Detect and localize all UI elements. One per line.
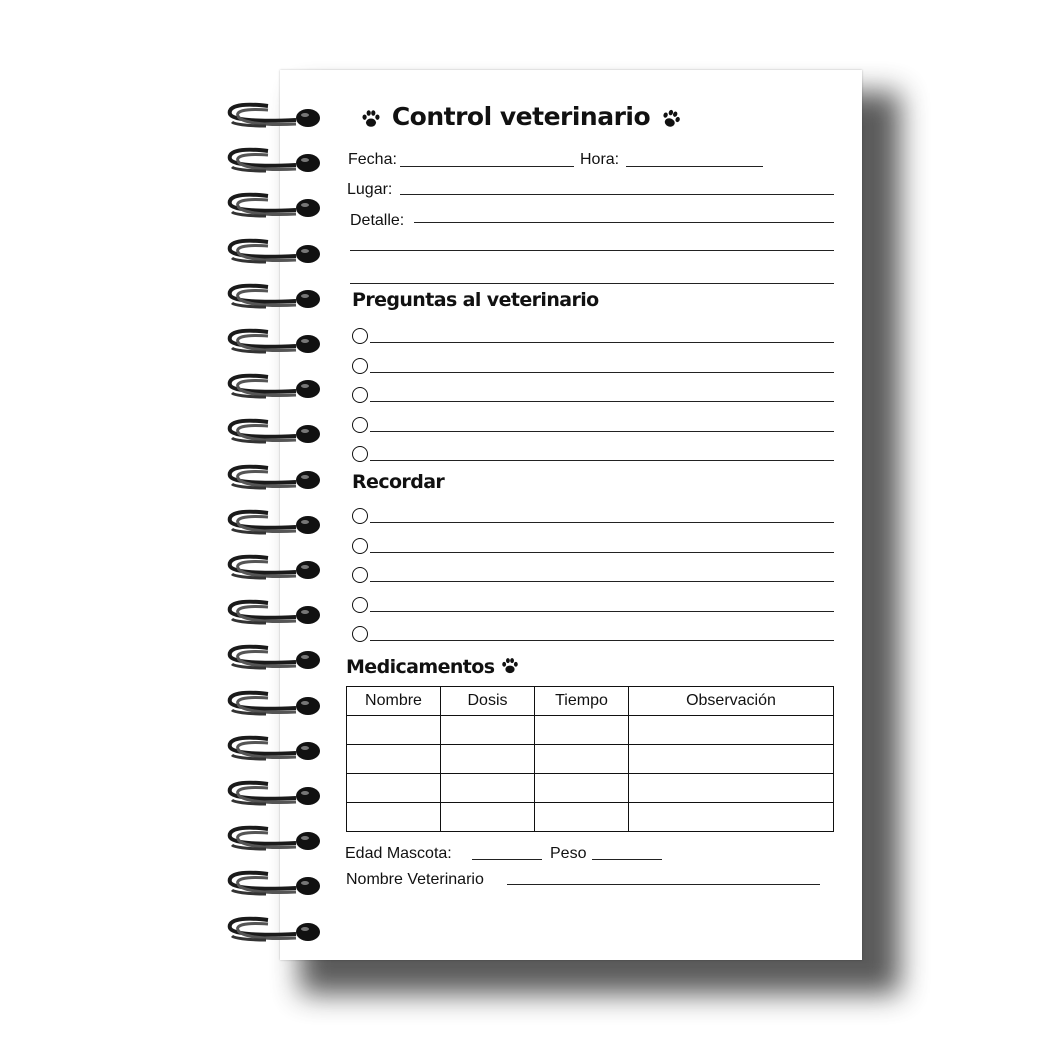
- medicamentos-table: [346, 686, 834, 832]
- table-cell[interactable]: [347, 774, 441, 803]
- recordar-heading: Recordar: [352, 471, 445, 493]
- checkbox-circle[interactable]: [352, 446, 368, 462]
- edad-label: Edad Mascota:: [345, 845, 452, 862]
- nombre-vet-label: Nombre Veterinario: [346, 871, 484, 888]
- table-cell[interactable]: [347, 716, 441, 745]
- spiral-ring-icon: [226, 823, 326, 855]
- col-dosis: Dosis: [441, 687, 535, 716]
- edad-line[interactable]: [472, 859, 542, 860]
- lugar-line[interactable]: [400, 194, 834, 195]
- checkbox-circle[interactable]: [352, 567, 368, 583]
- spiral-ring-icon: [226, 145, 326, 177]
- table-cell[interactable]: [629, 745, 834, 774]
- table-row: [347, 803, 834, 832]
- checkbox-circle[interactable]: [352, 626, 368, 642]
- spiral-ring-icon: [226, 462, 326, 494]
- table-cell[interactable]: [347, 745, 441, 774]
- spiral-ring-icon: [226, 507, 326, 539]
- table-row: [347, 745, 834, 774]
- detalle-line-2[interactable]: [350, 250, 834, 251]
- spiral-ring-icon: [226, 326, 326, 358]
- checkbox-circle[interactable]: [352, 597, 368, 613]
- table-cell[interactable]: [441, 803, 535, 832]
- table-cell[interactable]: [441, 716, 535, 745]
- page-title: [0, 102, 1042, 131]
- table-cell[interactable]: [629, 803, 834, 832]
- answer-line[interactable]: [370, 552, 834, 553]
- spiral-ring-icon: [226, 688, 326, 720]
- table-row: [347, 774, 834, 803]
- checkbox-circle[interactable]: [352, 538, 368, 554]
- spiral-ring-icon: [226, 236, 326, 268]
- checkbox-circle[interactable]: [352, 508, 368, 524]
- table-cell[interactable]: [441, 745, 535, 774]
- medicamentos-text: Medicamentos: [346, 656, 495, 678]
- answer-line[interactable]: [370, 342, 834, 343]
- spiral-ring-icon: [226, 416, 326, 448]
- paw-icon: [360, 107, 382, 129]
- table-cell[interactable]: [535, 716, 629, 745]
- detalle-line-3[interactable]: [350, 283, 834, 284]
- answer-line[interactable]: [370, 581, 834, 582]
- checkbox-circle[interactable]: [352, 328, 368, 344]
- col-nombre: Nombre: [347, 687, 441, 716]
- table-cell[interactable]: [535, 745, 629, 774]
- answer-line[interactable]: [370, 640, 834, 641]
- nombre-vet-line[interactable]: [507, 884, 820, 885]
- hora-line[interactable]: [626, 166, 763, 167]
- spiral-ring-icon: [226, 733, 326, 765]
- table-cell[interactable]: [347, 803, 441, 832]
- fecha-label: Fecha:: [348, 151, 397, 168]
- table-cell[interactable]: [629, 774, 834, 803]
- detalle-label: Detalle:: [350, 212, 405, 229]
- table-cell[interactable]: [535, 774, 629, 803]
- spiral-ring-icon: [226, 642, 326, 674]
- table-header-row: [347, 687, 834, 716]
- peso-line[interactable]: [592, 859, 662, 860]
- paw-icon: [500, 656, 520, 676]
- table-cell[interactable]: [629, 716, 834, 745]
- hora-label: Hora:: [580, 151, 620, 168]
- checkbox-circle[interactable]: [352, 417, 368, 433]
- spiral-ring-icon: [226, 552, 326, 584]
- answer-line[interactable]: [370, 522, 834, 523]
- detalle-line[interactable]: [414, 222, 834, 223]
- answer-line[interactable]: [370, 611, 834, 612]
- table-row: [347, 716, 834, 745]
- checkbox-circle[interactable]: [352, 358, 368, 374]
- answer-line[interactable]: [370, 431, 834, 432]
- spiral-ring-icon: [226, 597, 326, 629]
- spiral-ring-icon: [226, 371, 326, 403]
- col-observacion: Observación: [629, 687, 834, 716]
- table-cell[interactable]: [441, 774, 535, 803]
- answer-line[interactable]: [370, 401, 834, 402]
- preguntas-heading: Preguntas al veterinario: [352, 289, 599, 311]
- medicamentos-heading: [346, 656, 520, 678]
- table-cell[interactable]: [535, 803, 629, 832]
- answer-line[interactable]: [370, 372, 834, 373]
- checkbox-circle[interactable]: [352, 387, 368, 403]
- paw-icon: [660, 107, 682, 129]
- fecha-line[interactable]: [400, 166, 574, 167]
- spiral-ring-icon: [226, 778, 326, 810]
- lugar-label: Lugar:: [347, 181, 393, 198]
- spiral-ring-icon: [226, 914, 326, 946]
- answer-line[interactable]: [370, 460, 834, 461]
- spiral-ring-icon: [226, 868, 326, 900]
- spiral-ring-icon: [226, 281, 326, 313]
- spiral-ring-icon: [226, 190, 326, 222]
- title-text: Control veterinario: [391, 102, 651, 131]
- peso-label: Peso: [550, 845, 587, 862]
- col-tiempo: Tiempo: [535, 687, 629, 716]
